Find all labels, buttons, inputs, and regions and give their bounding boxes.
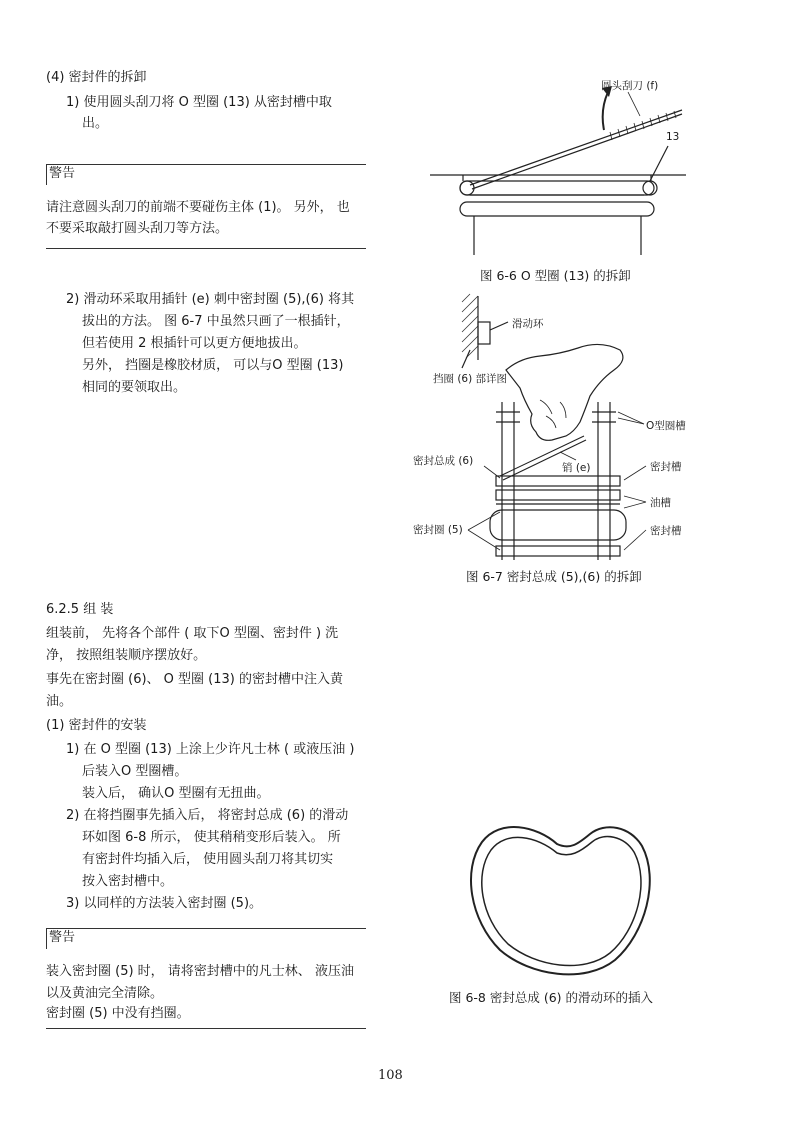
warning-title: 警告 [49, 930, 76, 945]
step1-text-cont: 出。 [82, 116, 109, 131]
step2-text: 2) 滑动环采取用插针 (e) 刺中密封圈 (5),(6) 将其 [66, 292, 355, 307]
install-step3: 3) 以同样的方法装入密封圈 (5)。 [66, 896, 263, 911]
warning-text: 以及黄油完全清除。 [46, 986, 164, 1001]
label-pin-e: 销 (e) [562, 462, 591, 474]
install-step2: 2) 在将挡圈事先插入后， 将密封总成 (6) 的滑动 [66, 808, 349, 823]
warning-text: 装入密封圈 (5) 时， 请将密封槽中的凡士林、 液压油 [46, 964, 354, 979]
assembly-paragraph: 事先在密封圈 (6)、 O 型圈 (13) 的密封槽中注入黄 [46, 672, 343, 687]
install-step2: 有密封件均插入后， 使用圆头刮刀将其切实 [82, 852, 334, 867]
label-seal-groove: 密封槽 [650, 461, 682, 473]
label-seal-assembly-6: 密封总成 (6) [413, 455, 474, 467]
label-oil-groove: 油槽 [650, 497, 671, 509]
install-step2: 环如图 6-8 所示， 使其稍稍变形后装入。 所 [82, 830, 341, 845]
install-step1: 后装入O 型圈槽。 [82, 764, 188, 779]
label-slide-ring: 滑动环 [512, 318, 544, 330]
figure-6-8-caption: 图 6-8 密封总成 (6) 的滑动环的插入 [449, 990, 654, 1005]
step2-text: 相同的要领取出。 [82, 380, 187, 395]
assembly-paragraph: 组装前， 先将各个部件 ( 取下O 型圈、密封件 ) 洗 [46, 626, 339, 641]
page-number: 108 [378, 1068, 403, 1083]
warning-text: 请注意圆头刮刀的前端不要碰伤主体 (1)。 另外， 也 [46, 200, 350, 215]
install-subheading: (1) 密封件的安装 [46, 718, 147, 733]
label-oring-groove: O型圈槽 [646, 420, 686, 432]
warning-title: 警告 [49, 166, 76, 181]
figure-6-6-caption: 图 6-6 O 型圈 (13) 的拆卸 [480, 268, 631, 283]
warning-text: 不要采取敲打圆头刮刀等方法。 [46, 221, 229, 236]
install-step1: 1) 在 O 型圈 (13) 上涂上少许凡士林 ( 或液压油 ) [66, 742, 355, 757]
label-retainer-detail: 挡圈 (6) 部详图 [433, 373, 508, 385]
step2-text: 拔出的方法。 图 6-7 中虽然只画了一根插针， [82, 314, 350, 329]
warning-text: 密封圈 (5) 中没有挡圈。 [46, 1006, 190, 1021]
step2-text: 但若使用 2 根插针可以更方便地拔出。 [82, 336, 307, 351]
label-oring-13: 13 [666, 131, 680, 143]
label-seal-groove: 密封槽 [650, 525, 682, 537]
install-step2: 按入密封槽中。 [82, 874, 174, 889]
section-heading-seal-removal: (4) 密封件的拆卸 [46, 70, 147, 85]
install-step1: 装入后， 确认O 型圈有无扭曲。 [82, 786, 270, 801]
figure-6-7-caption: 图 6-7 密封总成 (5),(6) 的拆卸 [466, 569, 642, 584]
step1-text: 1) 使用圆头刮刀将 O 型圈 (13) 从密封槽中取 [66, 95, 332, 110]
assembly-paragraph: 油。 [46, 694, 73, 709]
label-seal-ring-5: 密封圈 (5) [413, 524, 463, 536]
assembly-heading: 6.2.5 组 装 [46, 602, 114, 617]
assembly-paragraph: 净， 按照组装顺序摆放好。 [46, 648, 207, 663]
step2-text: 另外， 挡圈是橡胶材质， 可以与O 型圈 (13) [82, 358, 344, 373]
label-scraper: 圆头刮刀 (f) [601, 80, 659, 92]
